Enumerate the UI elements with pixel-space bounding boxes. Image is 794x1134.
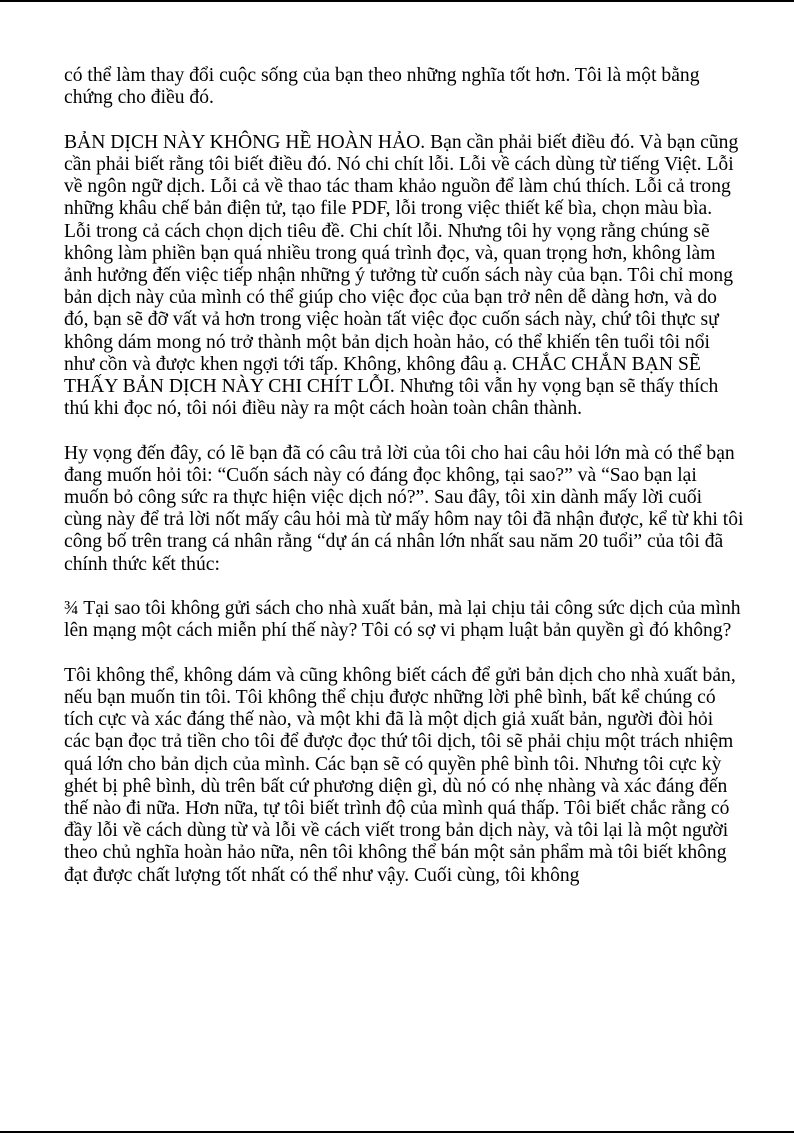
paragraph-4-question: ¾ Tại sao tôi không gửi sách cho nhà xuất bản, mà lại chịu tải công sức dịch của mình lên mạng một cách miễn phí thế này? Tôi có sợ vi phạm luật bản quyền gì đó không? — [64, 598, 741, 642]
top-border — [0, 0, 794, 2]
paragraph-1: có thể làm thay đổi cuộc sống của bạn theo những nghĩa tốt hơn. Tôi là một bằng chứng cho điều đó. — [64, 65, 700, 109]
paragraph-5: Tôi không thể, không dám và cũng không biết cách để gửi bản dịch cho nhà xuất bản, nếu bạn muốn tin tôi. Tôi không thể chịu được những lời phê bình, bất kể chúng có tích cực và xác đáng thế nào, và một khi đã là một dịch giả xuất bản, người đòi hỏi các bạn đọc trả tiền cho tôi để được đọc thứ tôi dịch, tôi sẽ phải chịu một trách nhiệm quá lớn cho bản dịch của mình. Các bạn sẽ có quyền phê bình tôi. Nhưng tôi cực kỳ ghét bị phê bình, dù trên bất cứ phương diện gì, dù nó có nhẹ nhàng và xác đáng đến thế nào đi nữa. Hơn nữa, tự tôi biết trình độ của mình quá thấp. Tôi biết chắc rằng có đầy lỗi về cách dùng từ và lỗi về cách viết trong bản dịch này, và tôi lại là một người theo chủ nghĩa hoàn hảo nữa, nên tôi không thể bán một sản phẩm mà tôi biết không đạt được chất lượng tốt nhất có thể như vậy. Cuối cùng, tôi không — [64, 664, 736, 886]
paragraph-2: BẢN DỊCH NÀY KHÔNG HỀ HOÀN HẢO. Bạn cần phải biết điều đó. Và bạn cũng cần phải biết rằng tôi biết điều đó. Nó chi chít lỗi. Lỗi về cách dùng từ tiếng Việt. Lỗi về ngôn ngữ dịch. Lỗi cả về thao tác tham khảo nguồn để làm chú thích. Lỗi cả trong những khâu chế bản điện tử, tạo file PDF, lỗi trong việc thiết kế bìa, chọn màu bìa. Lỗi trong cả cách chọn dịch tiêu đề. Chi chít lỗi. Nhưng tôi hy vọng rằng chúng sẽ không làm phiền bạn quá nhiều trong quá trình đọc, và, quan trọng hơn, không làm ảnh hưởng đến việc tiếp nhận những ý tưởng từ cuốn sách này của bạn. Tôi chỉ mong bản dịch này của mình có thể giúp cho việc đọc của bạn trở nên dễ dàng hơn, và do đó, bạn sẽ đỡ vất vả hơn trong việc hoàn tất việc đọc cuốn sách này, chứ tôi thực sự không dám mong nó trở thành một bản dịch hoàn hảo, có thể khiến tên tuổi tôi nổi như cồn và được khen ngợi tới tấp. Không, không đâu ạ. CHẮC CHẮN BẠN SẼ THẤY BẢN DỊCH NÀY CHI CHÍT LỖI. Nhưng tôi vẫn hy vọng bạn sẽ thấy thích thú khi đọc nó, tôi nói điều này ra một cách hoàn toàn chân thành. — [64, 131, 739, 420]
page-body — [64, 65, 744, 909]
bottom-border — [0, 1131, 794, 1133]
paragraph-3: Hy vọng đến đây, có lẽ bạn đã có câu trả lời của tôi cho hai câu hỏi lớn mà có thể bạn đang muốn hỏi tôi: “Cuốn sách này có đáng đọc không, tại sao?” và “Sao bạn lại muốn bỏ công sức ra thực hiện việc dịch nó?”. Sau đây, tôi xin dành mấy lời cuối cùng này để trả lời nốt mấy câu hỏi mà từ mấy hôm nay tôi đã nhận được, kể từ khi tôi công bố trên trang cá nhân rằng “dự án cá nhân lớn nhất sau năm 20 tuổi” của tôi đã chính thức kết thúc: — [64, 442, 744, 575]
